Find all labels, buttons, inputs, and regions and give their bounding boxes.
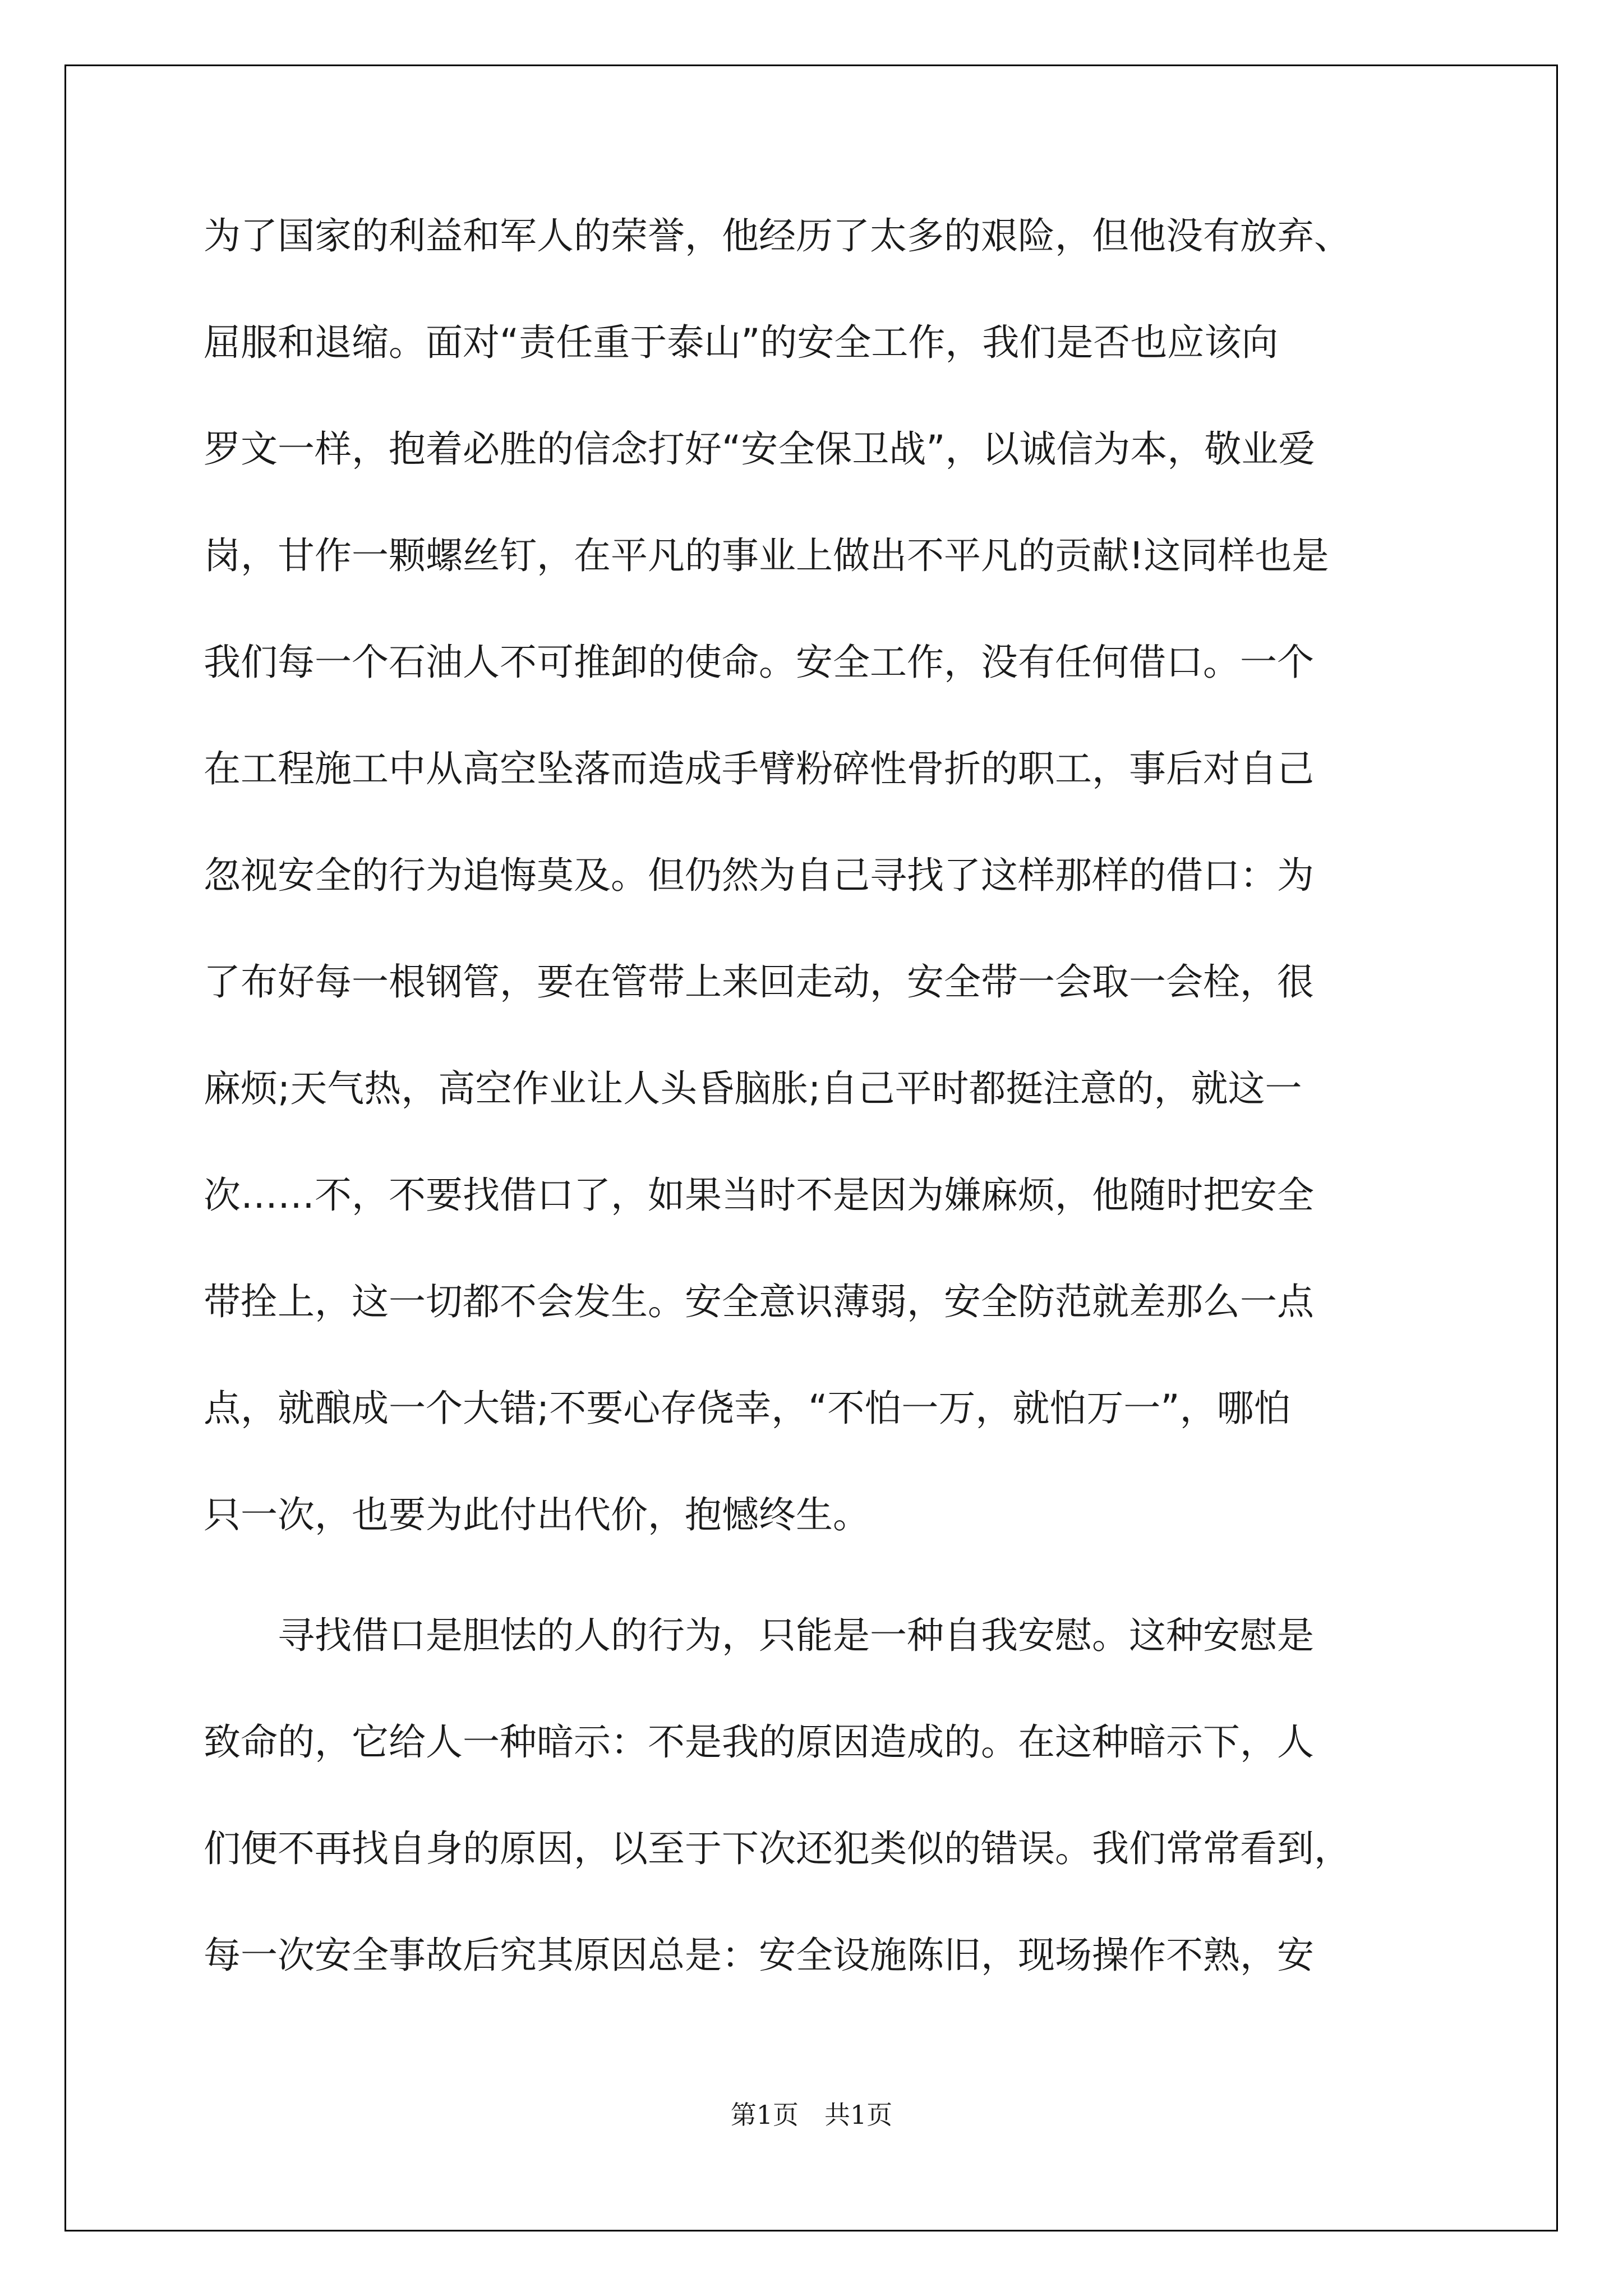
page-footer (0, 2098, 1623, 2132)
text-line: 我们每一个石油人不可推卸的使命。安全工作，没有任何借口。一个 (204, 641, 1314, 684)
text-line: 只一次，也要为此付出代价，抱憾终生。 (204, 1493, 870, 1536)
text-line: 为了国家的利益和军人的荣誉，他经历了太多的艰险，但他没有放弃、 (204, 214, 1351, 257)
text-line: 岗，甘作一颗螺丝钉，在平凡的事业上做出不平凡的贡献!这同样也是 (204, 534, 1329, 577)
text-line: 屈服和退缩。面对“责任重于泰山”的安全工作，我们是否也应该向 (204, 321, 1279, 364)
text-line: 带拴上，这一切都不会发生。安全意识薄弱，安全防范就差那么一点 (204, 1280, 1314, 1323)
text-line: 罗文一样，抱着必胜的信念打好“安全保卫战”，以诚信为本，敬业爱 (204, 427, 1316, 471)
page-number: 第1页 (730, 2100, 799, 2130)
text-line: 麻烦;天气热，高空作业让人头昏脑胀;自己平时都挺注意的，就这一 (204, 1067, 1302, 1110)
text-line: 们便不再找自身的原因，以至于下次还犯类似的错误。我们常常看到， (204, 1827, 1351, 1870)
text-line: 了布好每一根钢管，要在管带上来回走动，安全带一会取一会栓，很 (204, 960, 1314, 1004)
page-total: 共1页 (824, 2100, 893, 2130)
text-line: 在工程施工中从高空坠落而造成手臂粉碎性骨折的职工，事后对自己 (204, 747, 1314, 790)
text-line: 忽视安全的行为追悔莫及。但仍然为自己寻找了这样那样的借口：为 (204, 854, 1314, 897)
text-line: 寻找借口是胆怯的人的行为，只能是一种自我安慰。这种安慰是 (278, 1614, 1314, 1657)
text-line: 致命的，它给人一种暗示：不是我的原因造成的。在这种暗示下，人 (204, 1720, 1314, 1764)
text-line: 每一次安全事故后究其原因总是：安全设施陈旧，现场操作不熟，安 (204, 1934, 1314, 1977)
text-line: 次……不，不要找借口了，如果当时不是因为嫌麻烦，他随时把安全 (204, 1174, 1314, 1217)
text-line: 点，就酿成一个大错;不要心存侥幸，“不怕一万，就怕万一”，哪怕 (204, 1387, 1291, 1430)
page-border (64, 65, 1558, 2231)
